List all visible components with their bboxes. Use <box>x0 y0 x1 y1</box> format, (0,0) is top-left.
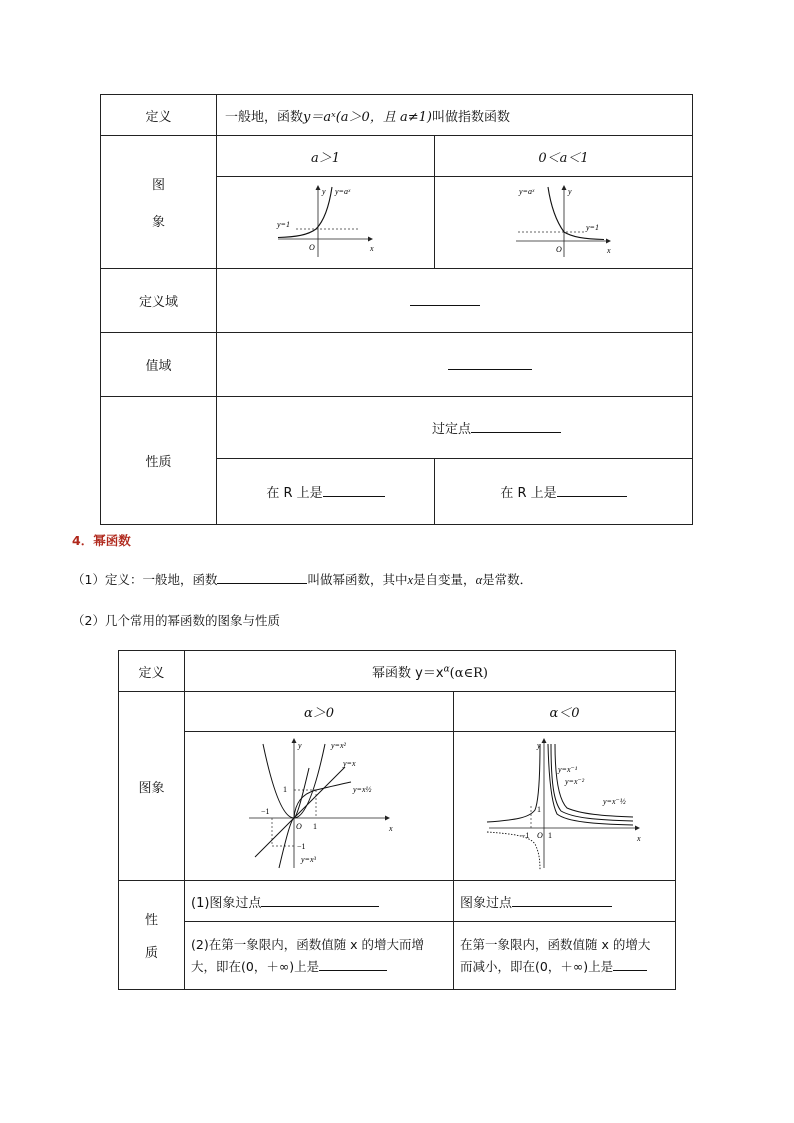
monotonic-right-blank[interactable] <box>557 483 627 497</box>
asymptote-label: y=1 <box>276 219 290 229</box>
exp-domain-label: 定义域 <box>101 269 217 333</box>
label-sqrt: y=x½ <box>353 785 372 794</box>
exp-domain-cell <box>217 269 693 333</box>
pow-graph-left-cell <box>185 732 454 881</box>
tick-y1: 1 <box>283 785 287 794</box>
tick-xm1: −1 <box>261 807 270 816</box>
fixed-point-right-blank[interactable] <box>512 893 612 907</box>
exp-graph-decreasing <box>514 183 614 259</box>
domain-blank[interactable] <box>410 292 480 306</box>
exp-props-label: 性质 <box>101 397 217 525</box>
tick-xm1: −1 <box>520 831 530 840</box>
fixed-point-left-blank[interactable] <box>261 893 379 907</box>
pow-def-label: 定义 <box>119 651 185 692</box>
exp-graph-increasing <box>276 183 376 259</box>
exponential-function-table <box>100 94 693 525</box>
pow-prop1-left: (1)图象过点 <box>185 881 454 922</box>
pow-prop1-right: 图象过点 <box>454 881 676 922</box>
exp-def-label: 定义 <box>101 95 217 136</box>
x-label: x <box>369 243 374 253</box>
exp-graph-label: 图 象 <box>101 136 217 269</box>
origin-label: O <box>308 242 315 252</box>
exp-graph-left-cell <box>217 177 435 269</box>
range-blank[interactable] <box>448 356 532 370</box>
exp-prop-left-cell: 在 R 上是 <box>217 459 435 525</box>
x-arrow <box>635 826 640 831</box>
curve-x-inv <box>548 744 633 825</box>
power-function-definition: （1）定义：一般地，函数 叫做幂函数，其中x是自变量，α是常数． <box>72 572 533 587</box>
label-x-cubed: y=x³ <box>301 855 316 864</box>
x-label: x <box>606 245 611 255</box>
pow-prop2-right: 在第一象限内，函数值随 x 的增大 而减小，即在(0，＋∞)上是 <box>454 922 676 990</box>
curve-x-inv2 <box>551 744 633 821</box>
y-label: y <box>536 741 541 750</box>
exp-header-a-lt-1: 0＜a＜1 <box>435 136 693 177</box>
x-arrow <box>368 236 373 241</box>
pow-props-label: 性 质 <box>119 881 185 990</box>
x-arrow <box>385 816 390 821</box>
origin-label: O <box>296 822 302 831</box>
origin-label: O <box>555 244 562 254</box>
pow-header-alpha-neg: α＜0 <box>454 692 676 732</box>
pow-graph-label: 图象 <box>119 692 185 881</box>
asymptote-label: y=1 <box>585 222 599 232</box>
exp-graph-right-cell <box>435 177 693 269</box>
label-x-inv2: y=x⁻² <box>564 777 584 786</box>
y-arrow <box>315 185 320 190</box>
monotonic-left-blank[interactable] <box>323 483 385 497</box>
monotonic-left-blank[interactable] <box>319 957 387 971</box>
y-arrow <box>541 738 546 743</box>
tick-y1: 1 <box>536 805 541 814</box>
monotonic-right-blank[interactable] <box>613 957 647 971</box>
curve-label: y=aˣ <box>518 186 534 196</box>
section-4-heading: 4．幂函数 <box>72 533 131 548</box>
exp-fixed-point-cell: 过定点 <box>217 397 693 459</box>
exp-def-text: 一般地，函数y＝aˣ(a＞0，且 a≠1)叫做指数函数 <box>217 95 693 136</box>
x-arrow <box>606 238 611 243</box>
pow-header-alpha-pos: α＞0 <box>185 692 454 732</box>
curve-label: y=aˣ <box>334 186 350 196</box>
exp-range-label: 值域 <box>101 333 217 397</box>
exp-range-cell <box>217 333 693 397</box>
y-arrow <box>561 185 566 190</box>
y-label: y <box>321 186 326 196</box>
label-x-squared: y=x² <box>331 741 346 750</box>
power-graph-positive <box>239 734 399 874</box>
exp-prop-right-cell: 在 R 上是 <box>435 459 693 525</box>
tick-x1: 1 <box>313 822 317 831</box>
tick-x1: 1 <box>547 831 552 840</box>
y-label: y <box>567 186 572 196</box>
curve-x-inv-left <box>487 832 540 870</box>
power-graph-negative <box>485 734 645 874</box>
pow-def-text: 幂函数 $y=x^\alpha(\alpha\in R)$ <box>185 651 676 692</box>
curve-x-inv2-left <box>487 744 540 822</box>
y-label: y <box>298 741 302 750</box>
label-x-inv: y=x⁻¹ <box>557 765 577 774</box>
x-label: x <box>636 834 641 843</box>
pow-graph-right-cell <box>454 732 676 881</box>
tick-ym1: −1 <box>297 842 306 851</box>
y-arrow <box>292 738 297 743</box>
exp-def-formula: y＝aˣ(a＞0，且 a≠1) <box>303 109 432 125</box>
fixed-point-blank[interactable] <box>471 419 561 433</box>
label-x: y=x <box>343 759 356 768</box>
power-def-blank[interactable] <box>217 570 307 584</box>
exp-header-a-gt-1: a＞1 <box>217 136 435 177</box>
x-label: x <box>389 824 393 833</box>
origin-label: O <box>536 831 543 840</box>
power-function-table <box>118 650 676 990</box>
pow-prop2-left: (2)在第一象限内，函数值随 x 的增大而增 大，即在(0，＋∞)上是 <box>185 922 454 990</box>
power-subheading: （2）几个常用的幂函数的图象与性质 <box>72 613 280 628</box>
label-x-invsqrt: y=x⁻½ <box>602 797 626 806</box>
